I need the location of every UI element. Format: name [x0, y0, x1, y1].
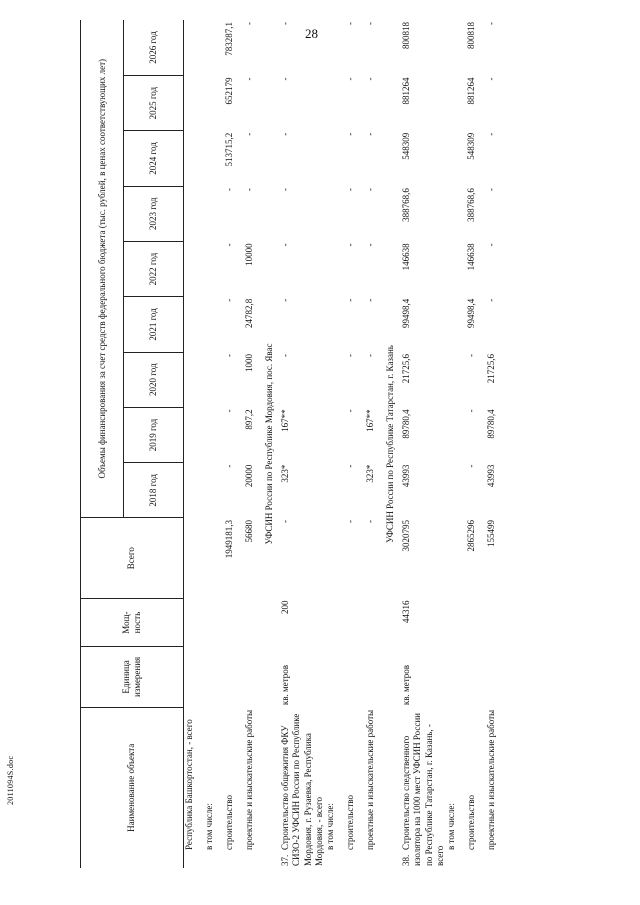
header-year: 2024 год	[124, 131, 184, 186]
object-name-cell	[486, 707, 506, 868]
table-row	[280, 20, 325, 868]
year-value-cell: -	[345, 22, 355, 25]
year-value-cell: 99498,4	[466, 298, 476, 328]
year-value-cell	[204, 407, 224, 462]
year-value-cell	[184, 131, 205, 186]
year-value-cell	[325, 407, 345, 462]
year-value-cell: -	[345, 188, 355, 192]
section-title: УФСИН России по Республике Мордовия, пос. Явас	[264, 343, 274, 545]
year-value-cell	[184, 186, 205, 241]
total-cell	[204, 518, 224, 598]
unit-cell	[345, 647, 365, 707]
year-value-cell: 43993	[486, 464, 496, 488]
year-value-cell	[184, 20, 205, 75]
section-row	[385, 20, 401, 868]
year-value-cell: -	[345, 77, 355, 81]
year-value-cell	[325, 352, 345, 407]
object-name-cell	[184, 707, 205, 868]
table-row	[184, 20, 205, 868]
year-value-cell	[446, 131, 466, 186]
unit-cell	[224, 647, 244, 707]
header-capacity: Мощ-ность	[81, 598, 184, 646]
object-name: строительство	[224, 795, 234, 850]
year-value-cell: 513715,2	[224, 132, 234, 167]
year-value-cell	[204, 186, 224, 241]
header-unit: Единица измерения	[81, 647, 184, 707]
year-value-cell: -	[280, 354, 290, 358]
unit-cell	[365, 647, 385, 707]
row-index: 38.	[401, 854, 411, 866]
year-value-cell: 21725,6	[401, 354, 411, 384]
header-name: Наименование объекта	[81, 707, 184, 868]
year-value-cell: -	[224, 464, 234, 468]
year-value-cell: -	[224, 354, 234, 358]
year-value-cell	[184, 463, 205, 518]
total-cell: 3020795	[401, 519, 411, 552]
year-value-cell: 323*	[365, 464, 375, 483]
year-value-cell: -	[345, 354, 355, 358]
year-value-cell	[446, 297, 466, 352]
unit-cell	[244, 647, 264, 707]
year-value-cell: 167**	[365, 409, 375, 432]
total-cell	[446, 518, 466, 598]
year-value-cell: -	[486, 132, 496, 136]
year-value-cell: -	[466, 464, 476, 468]
year-value-cell: -	[345, 132, 355, 136]
financing-table	[80, 20, 506, 868]
object-name-cell	[466, 707, 486, 868]
header-year: 2023 год	[124, 186, 184, 241]
object-name: проектные и изыскательские работы	[486, 709, 496, 850]
year-value-cell	[204, 352, 224, 407]
year-value-cell: 1000	[244, 354, 254, 373]
year-value-cell: 43993	[401, 464, 411, 488]
object-name: проектные и изыскательские работы	[244, 709, 254, 850]
year-value-cell: -	[224, 188, 234, 192]
capacity-cell	[446, 598, 466, 646]
year-value-cell: 146638	[466, 243, 476, 271]
year-value-cell: 881264	[466, 77, 476, 105]
capacity-cell	[365, 598, 385, 646]
object-name: строительство	[345, 795, 355, 850]
year-value-cell	[184, 75, 205, 130]
object-name: в том числе:	[204, 803, 214, 850]
year-value-cell: 800818	[401, 22, 411, 49]
year-value-cell	[446, 75, 466, 130]
object-name-cell	[244, 707, 264, 868]
object-name: Республика Башкортостан, - всего	[184, 719, 194, 850]
year-value-cell: -	[365, 188, 375, 192]
header-year: 2025 год	[124, 75, 184, 130]
year-value-cell: -	[365, 132, 375, 136]
year-value-cell: -	[345, 243, 355, 247]
table-row	[466, 20, 486, 868]
table-row	[365, 20, 385, 868]
capacity-cell	[184, 598, 205, 646]
year-value-cell: -	[244, 77, 254, 81]
year-value-cell: 89780,4	[401, 409, 411, 439]
year-value-cell: -	[224, 409, 234, 413]
year-value-cell	[325, 131, 345, 186]
year-value-cell: -	[280, 22, 290, 25]
year-value-cell: 548309	[466, 132, 476, 160]
object-name: строительство	[466, 795, 476, 850]
object-name: в том числе:	[325, 803, 335, 850]
year-value-cell: 21725,6	[486, 354, 496, 384]
row-index: 37.	[280, 854, 290, 866]
total-cell: -	[280, 519, 290, 523]
year-value-cell: -	[365, 22, 375, 25]
page-number: 28	[305, 26, 318, 41]
table-row	[204, 20, 224, 868]
year-value-cell: -	[280, 77, 290, 81]
capacity-cell	[486, 598, 506, 646]
year-value-cell	[204, 297, 224, 352]
header-total: Всего	[81, 518, 184, 598]
year-value-cell: 548309	[401, 132, 411, 160]
header-year: 2019 год	[124, 407, 184, 462]
object-name-cell	[325, 707, 345, 868]
capacity-cell	[244, 598, 264, 646]
header-year: 2022 год	[124, 241, 184, 296]
table-row	[486, 20, 506, 868]
capacity-cell: 44316	[401, 600, 411, 623]
year-value-cell: -	[244, 188, 254, 192]
year-value-cell: -	[486, 77, 496, 81]
table-row	[224, 20, 244, 868]
year-value-cell: -	[244, 22, 254, 25]
year-value-cell	[325, 20, 345, 75]
total-cell: 56680	[244, 519, 254, 543]
year-value-cell	[446, 463, 466, 518]
year-value-cell	[184, 352, 205, 407]
unit-cell	[446, 647, 466, 707]
total-cell: 155499	[486, 519, 496, 547]
unit-cell: кв. метров	[280, 664, 290, 706]
header-year: 2026 год	[124, 20, 184, 75]
table-row	[325, 20, 345, 868]
year-value-cell: -	[365, 354, 375, 358]
year-value-cell: -	[365, 298, 375, 302]
year-value-cell: -	[486, 188, 496, 192]
year-value-cell: 897,2	[244, 409, 254, 430]
year-value-cell: 10000	[244, 243, 254, 266]
year-value-cell: 99498,4	[401, 298, 411, 328]
year-value-cell	[184, 407, 205, 462]
year-value-cell	[325, 463, 345, 518]
year-value-cell	[204, 20, 224, 75]
year-value-cell	[446, 352, 466, 407]
capacity-cell	[204, 598, 224, 646]
year-value-cell: 783287,1	[224, 22, 234, 56]
object-name-cell	[224, 707, 244, 868]
year-value-cell: 388768,6	[466, 188, 476, 222]
year-value-cell: -	[280, 188, 290, 192]
year-value-cell: 323*	[280, 464, 290, 483]
year-value-cell: -	[486, 243, 496, 247]
object-name-cell	[365, 707, 385, 868]
year-value-cell: -	[224, 298, 234, 302]
object-name-cell	[401, 707, 446, 868]
unit-cell: кв. метров	[401, 664, 411, 706]
year-value-cell: -	[486, 298, 496, 302]
year-value-cell: 881264	[401, 77, 411, 105]
table-row	[244, 20, 264, 868]
table-row	[401, 20, 446, 868]
year-value-cell: -	[224, 243, 234, 247]
capacity-cell	[325, 598, 345, 646]
year-value-cell: -	[365, 77, 375, 81]
year-value-cell	[184, 297, 205, 352]
year-value-cell	[325, 186, 345, 241]
year-value-cell	[446, 241, 466, 296]
table-row	[446, 20, 466, 868]
year-value-cell: -	[345, 464, 355, 468]
year-value-cell: -	[466, 409, 476, 413]
total-cell: 2865296	[466, 519, 476, 552]
year-value-cell: -	[466, 354, 476, 358]
header-year: 2021 год	[124, 297, 184, 352]
section-row	[264, 20, 280, 868]
year-value-cell: -	[486, 22, 496, 25]
year-value-cell: -	[345, 298, 355, 302]
object-name: Строительство следственного изолятора на 1000 мест УФСИН России по Республике Татарстан, г. Казань, - всего	[401, 713, 445, 866]
object-name-cell	[345, 707, 365, 868]
unit-cell	[486, 647, 506, 707]
total-cell	[184, 518, 205, 598]
total-cell	[325, 518, 345, 598]
year-value-cell	[204, 131, 224, 186]
year-value-cell	[446, 20, 466, 75]
object-name: в том числе:	[446, 803, 456, 850]
year-value-cell	[204, 241, 224, 296]
year-value-cell	[325, 297, 345, 352]
capacity-cell	[224, 598, 244, 646]
capacity-cell	[466, 598, 486, 646]
year-value-cell: 388768,6	[401, 188, 411, 222]
object-name: проектные и изыскательские работы	[365, 709, 375, 850]
year-value-cell	[184, 241, 205, 296]
capacity-cell	[345, 598, 365, 646]
year-value-cell: -	[345, 409, 355, 413]
unit-cell	[184, 647, 205, 707]
unit-cell	[466, 647, 486, 707]
year-value-cell: 20000	[244, 464, 254, 488]
year-value-cell	[446, 407, 466, 462]
year-value-cell: -	[280, 243, 290, 247]
year-value-cell: 652179	[224, 77, 234, 105]
header-year: 2020 год	[124, 352, 184, 407]
total-cell: 1949181,3	[224, 519, 234, 559]
total-cell: -	[345, 519, 355, 523]
year-value-cell	[204, 463, 224, 518]
year-value-cell	[325, 75, 345, 130]
year-value-cell	[446, 186, 466, 241]
year-value-cell: 146638	[401, 243, 411, 271]
year-value-cell: 167**	[280, 409, 290, 432]
year-value-cell: -	[280, 298, 290, 302]
header-year: 2018 год	[124, 463, 184, 518]
year-value-cell	[325, 241, 345, 296]
year-value-cell: 24782,8	[244, 298, 254, 328]
object-name-cell	[204, 707, 224, 868]
year-value-cell: 800818	[466, 22, 476, 49]
unit-cell	[325, 647, 345, 707]
section-title: УФСИН России по Республике Татарстан, г. Казань	[385, 345, 395, 543]
year-value-cell: 89780,4	[486, 409, 496, 439]
document-id: 2011094S.doc	[6, 755, 15, 805]
object-name-cell	[280, 707, 325, 868]
object-name: Строительство общежития ФКУ СИЗО-2 УФСИН России по Республике Мордовия, г. Рузаевка, Республика Мордовия, - всего	[280, 713, 324, 866]
year-value-cell: -	[365, 243, 375, 247]
object-name-cell	[446, 707, 466, 868]
unit-cell	[204, 647, 224, 707]
total-cell: -	[365, 519, 375, 523]
header-funding: Объемы финансирования за счет средств федерального бюджета (тыс. рублей, в ценах соответствующих лет)	[81, 20, 124, 518]
rotated-sheet	[80, 0, 620, 868]
year-value-cell	[204, 75, 224, 130]
year-value-cell: -	[280, 132, 290, 136]
table-row	[345, 20, 365, 868]
year-value-cell: -	[244, 132, 254, 136]
table-body	[184, 20, 507, 868]
capacity-cell: 200	[280, 600, 290, 614]
